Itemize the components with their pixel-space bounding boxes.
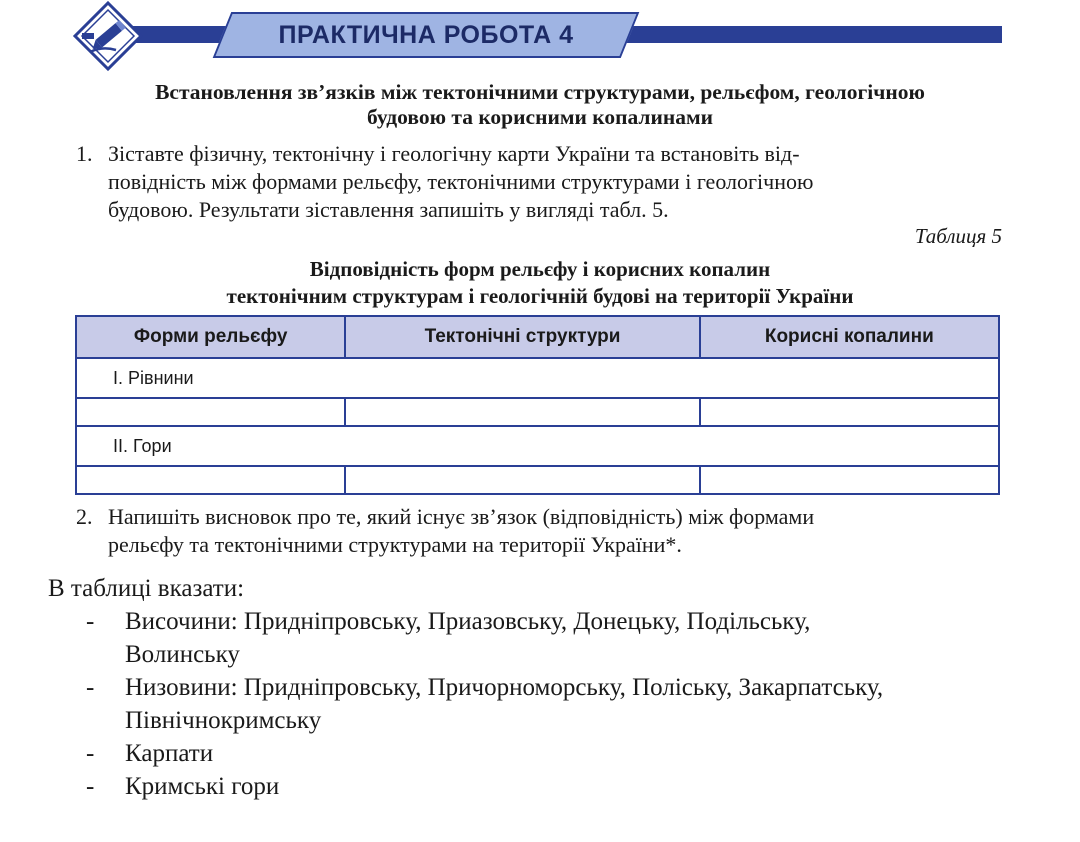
table-cell — [345, 398, 699, 426]
table-row — [76, 466, 999, 494]
table-cell — [76, 398, 345, 426]
task-number: 2. — [76, 504, 93, 529]
task-text-line: Напишіть висновок про те, який існує зв’язок (відповідність) між формами — [108, 504, 815, 529]
work-title-line: будовою та корисними копалинами — [366, 105, 714, 129]
header-minerals: Корисні копалини — [700, 316, 999, 358]
work-title — [60, 80, 1020, 130]
table-title-line: Відповідність форм рельєфу і корисних копалин — [309, 257, 771, 281]
task-text-line: рельєфу та тектонічними структурами на території України*. — [108, 532, 682, 557]
header-tectonic-structures: Тектонічні структури — [345, 316, 699, 358]
table-title — [80, 256, 1000, 310]
task-number: 1. — [76, 141, 93, 166]
notes-intro: В таблиці вказати: — [48, 575, 245, 602]
list-item-line: Височини: Придніпровську, Приазовську, Донецьку, Подільську, — [125, 608, 811, 635]
list-item — [48, 671, 1048, 737]
table-row — [76, 398, 999, 426]
task-text-line: будовою. Результати зіставлення запишіть у вигляді табл. 5. — [108, 197, 669, 222]
dash-bullet: - — [86, 773, 95, 800]
list-item-line: Кримські гори — [125, 773, 280, 800]
list-item-line: Північнокримську — [125, 707, 322, 734]
task-2 — [76, 503, 814, 559]
task-1 — [76, 140, 813, 224]
group-mountains: ІІ. Гори — [76, 426, 999, 466]
header-relief-forms: Форми рельєфу — [76, 316, 345, 358]
banner-label: ПРАКТИЧНА РОБОТА 4 — [278, 21, 574, 49]
list-item-line: Волинську — [125, 641, 240, 668]
list-item — [48, 605, 1048, 671]
table-cell — [76, 466, 345, 494]
table-caption: Таблиця 5 — [914, 224, 1002, 248]
list-item-line: Низовини: Придніпровську, Причорноморську, Поліську, Закарпатську, — [125, 674, 884, 701]
table-cell — [700, 398, 999, 426]
dash-bullet: - — [86, 674, 95, 701]
handwritten-notes — [48, 572, 1048, 803]
dash-bullet: - — [86, 608, 95, 635]
list-item-line: Карпати — [125, 740, 214, 767]
table-group-row — [76, 358, 999, 398]
section-banner — [72, 0, 1002, 72]
table-cell — [700, 466, 999, 494]
pencil-icon — [72, 0, 144, 72]
table-header-row — [76, 316, 999, 358]
group-plains: І. Рівнини — [76, 358, 999, 398]
work-title-line: Встановлення зв’язків між тектонічними структурами, рельєфом, геологічною — [155, 80, 925, 104]
table-group-row — [76, 426, 999, 466]
task-text-line: Зіставте фізичну, тектонічну і геологічну карти України та встановіть від- — [108, 141, 800, 166]
table-title-line: тектонічним структурам і геологічній будові на території України — [226, 284, 854, 308]
dash-bullet: - — [86, 740, 95, 767]
table-5 — [75, 315, 1000, 495]
list-item — [48, 770, 1048, 803]
task-text-line: повідність між формами рельєфу, тектонічними структурами і геологічною — [108, 169, 814, 194]
notes-list — [48, 605, 1048, 803]
list-item — [48, 737, 1048, 770]
table-cell — [345, 466, 699, 494]
